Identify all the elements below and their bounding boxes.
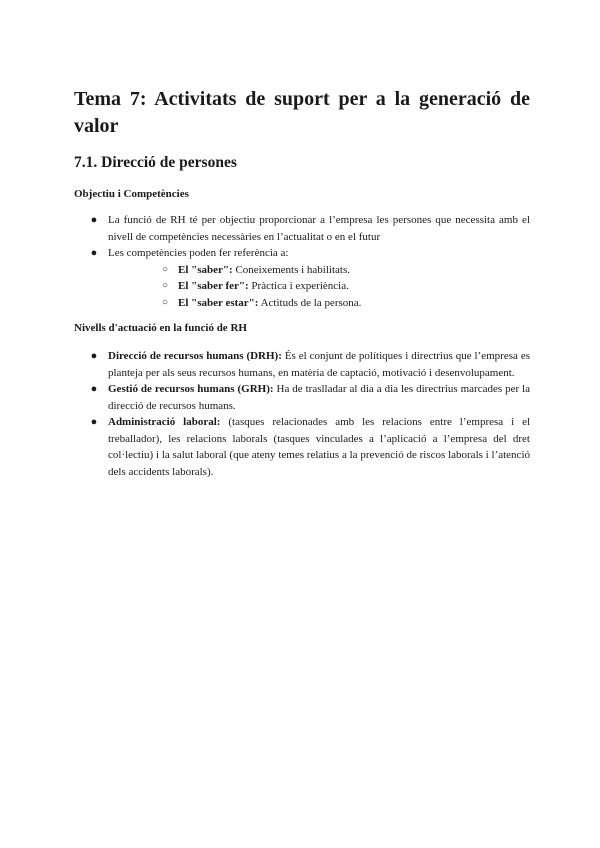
circle-bullet-icon: ○ xyxy=(162,296,169,308)
document-title: Tema 7: Activitats de suport per a la generació de valor xyxy=(74,88,530,137)
sublist-item-term: El "saber": xyxy=(178,263,233,276)
list-item xyxy=(74,414,530,480)
nivells-heading: Nivells d'actuació en la funció de RH xyxy=(74,322,247,334)
list-item-term: Direcció de recursos humans (DRH): xyxy=(108,350,282,362)
bullet-icon: ● xyxy=(90,214,98,226)
list-item-text: És el conjunt de polítiques i directrius que l’empresa es planteja per als seus recursos humans, en matèria de captació, motivació i desenvolupament. xyxy=(108,350,530,379)
sublist-item xyxy=(108,262,530,279)
sublist-item-text: Pràctica i experiència. xyxy=(248,280,349,292)
bullet-icon: ● xyxy=(90,247,98,259)
sublist-item-term: El "saber fer": xyxy=(178,280,249,292)
sublist-item xyxy=(108,278,530,295)
list-item-text: (tasques relacionades amb les relacions entre l’empresa i el treballador), les relacions laborals (tasques vinculades a l’aplicació a l’empresa del dret col·lectiu) i la salut laboral (que ateny temes relatius a la prevenció de riscos laborals i l’atenció dels accidents laborals). xyxy=(108,416,531,478)
bullet-icon: ● xyxy=(90,416,98,428)
competencies-sublist xyxy=(108,262,530,312)
sublist-item xyxy=(108,295,530,312)
list-item-term: Administració laboral: xyxy=(108,416,221,428)
circle-bullet-icon: ○ xyxy=(162,280,169,291)
nivells-list xyxy=(74,348,530,480)
list-item-text: Ha de traslladar al dia a dia les directrius marcades per la direcció de recursos humans. xyxy=(108,383,530,412)
sublist-item-text: Actituds de la persona. xyxy=(258,296,362,309)
bullet-icon: ● xyxy=(90,350,98,362)
sublist-item-term: El "saber estar": xyxy=(178,296,259,309)
circle-bullet-icon: ○ xyxy=(162,263,169,275)
list-item xyxy=(74,348,530,381)
list-item xyxy=(74,212,530,245)
list-item-term: Gestió de recursos humans (GRH): xyxy=(108,383,274,395)
sublist-item-text: Coneixements i habilitats. xyxy=(232,263,351,276)
list-item-text: Les competències poden fer referència a: xyxy=(108,247,289,259)
bullet-icon: ● xyxy=(90,383,98,395)
section-heading: 7.1. Direcció de persones xyxy=(74,154,237,171)
objectius-heading: Objectiu i Competències xyxy=(74,188,189,200)
list-item xyxy=(74,245,530,311)
list-item xyxy=(74,381,530,414)
objectius-list xyxy=(74,212,530,311)
list-item-text: La funció de RH té per objectiu proporcionar a l’empresa les persones que necessita amb el nivell de competències necessàries en l’actualitat o en el futur xyxy=(108,214,530,243)
